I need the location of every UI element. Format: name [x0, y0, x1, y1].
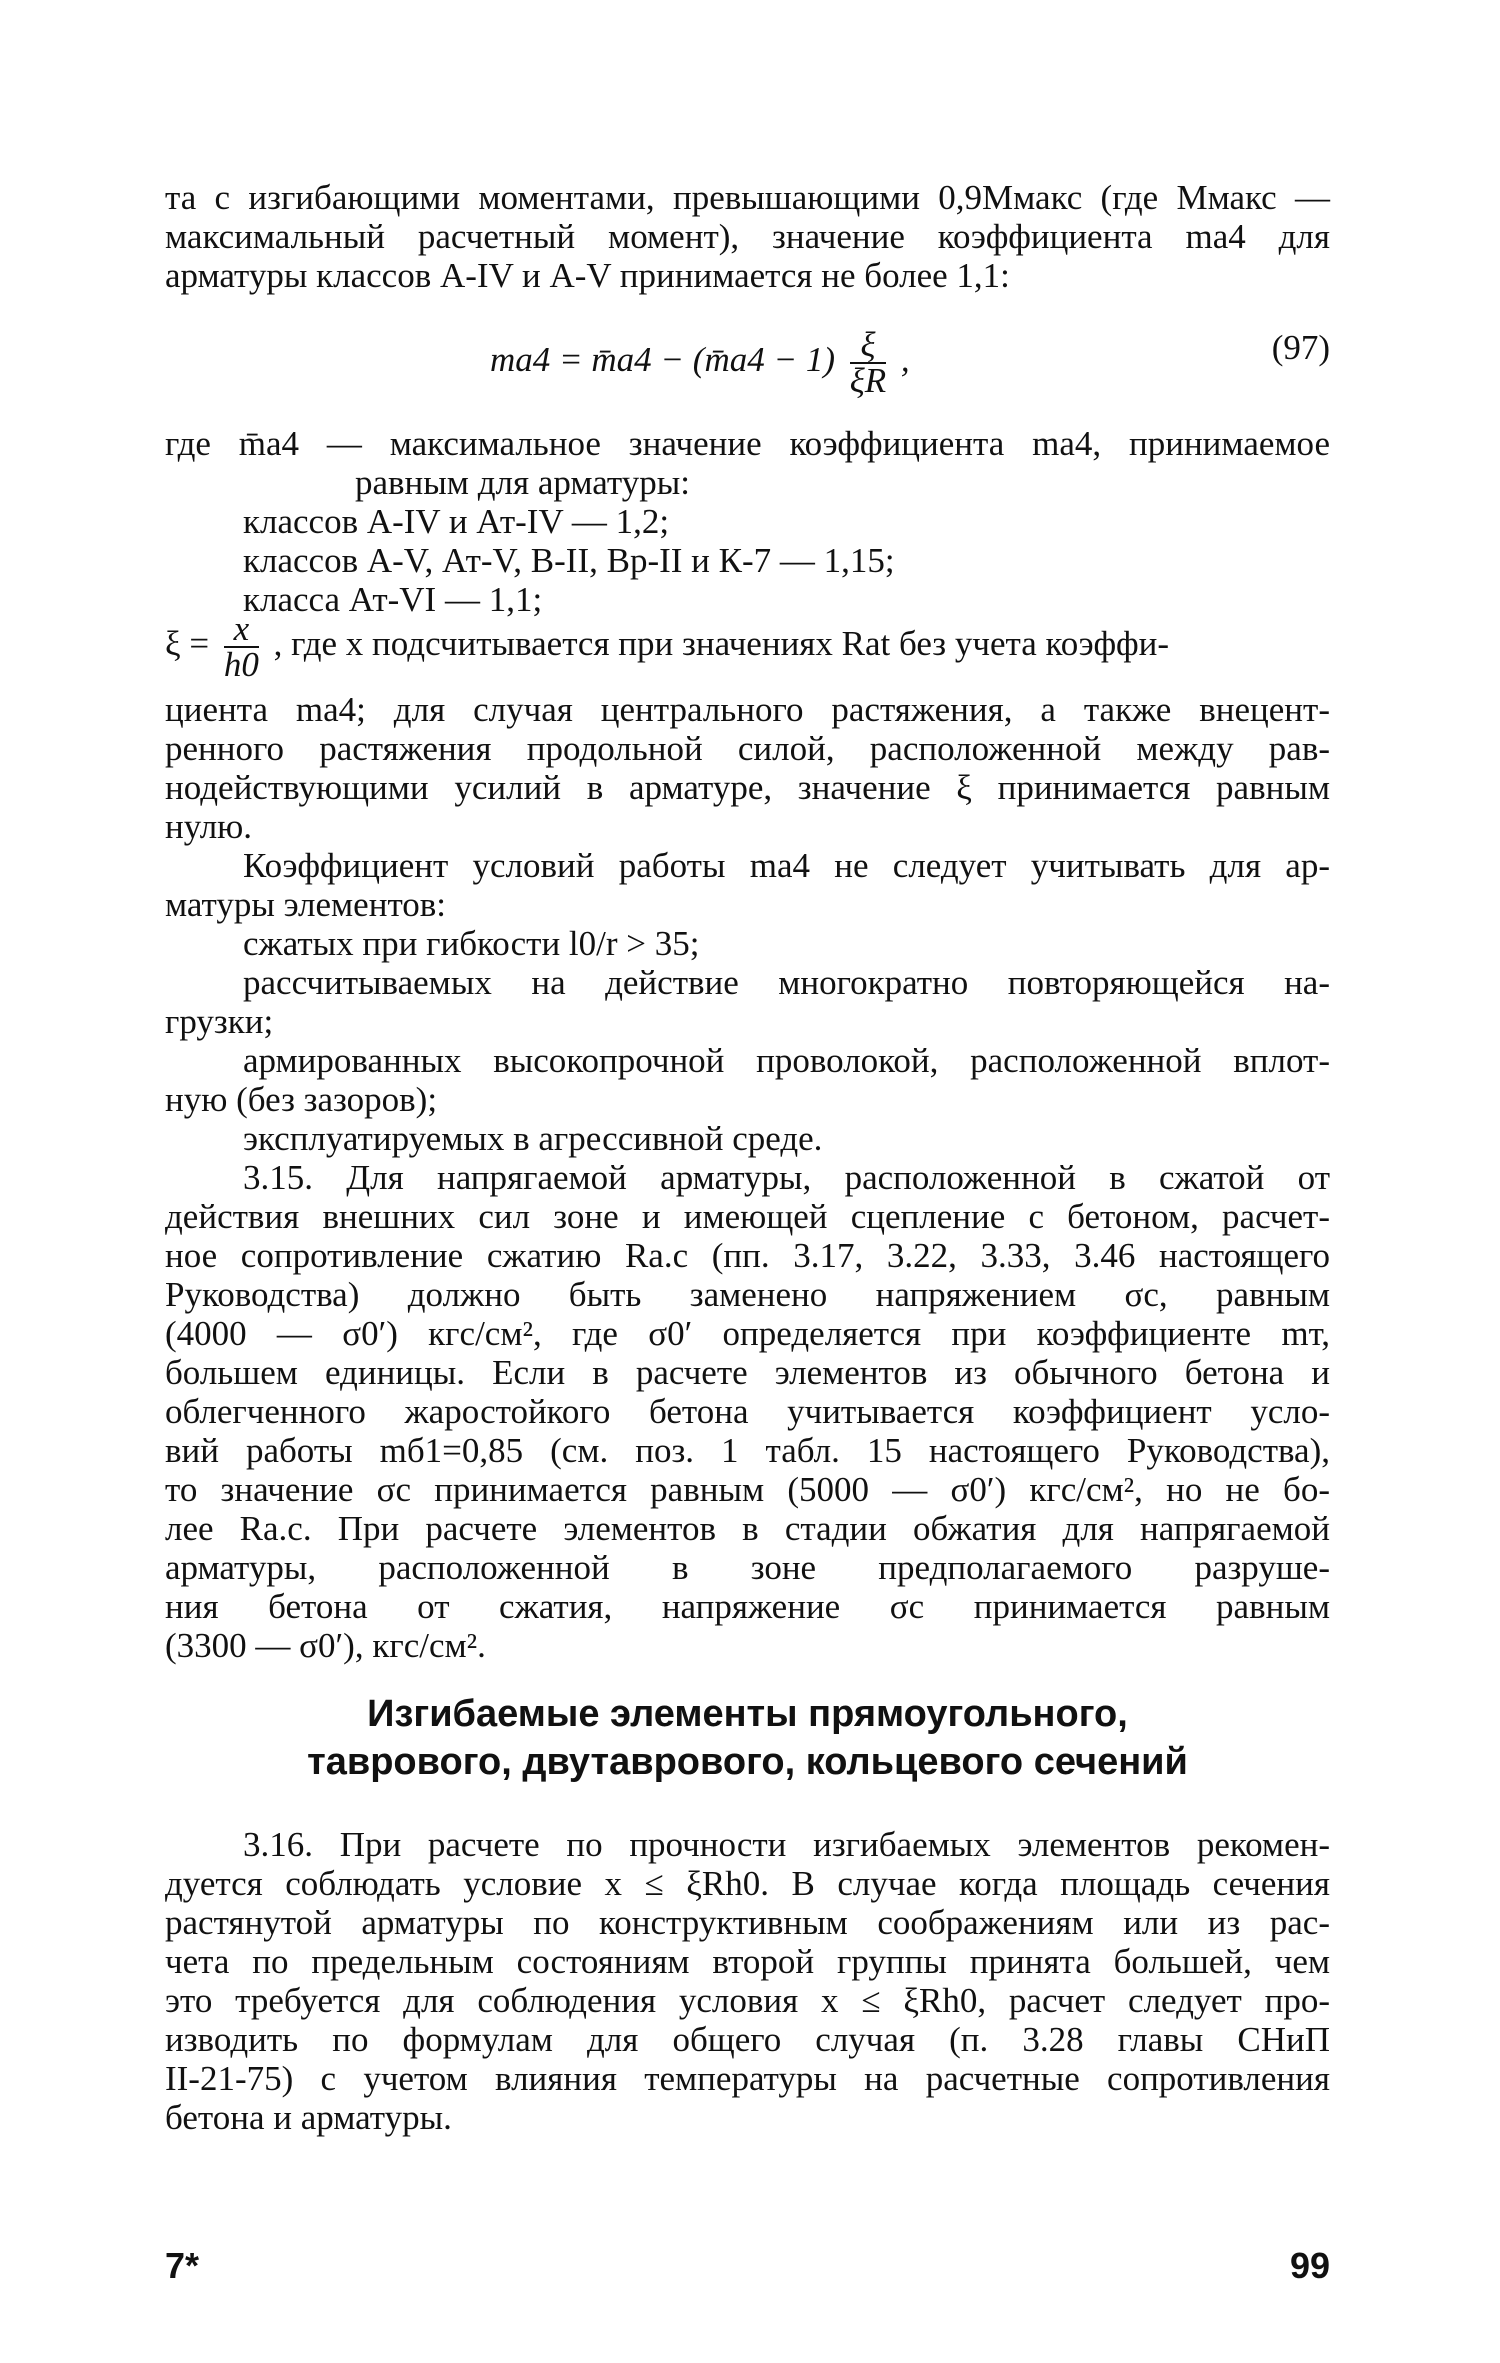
text-line: Руководства) должно быть заменено напряжением σс, равным: [165, 1275, 1330, 1314]
heading-line: таврового, двутаврового, кольцевого сечений: [307, 1741, 1188, 1783]
equation-number: (97): [1271, 328, 1330, 367]
text-line: циента mа4; для случая центрального растяжения, а также внецент-: [165, 690, 1330, 729]
text-line: грузки;: [165, 1002, 274, 1041]
text-line: матуры элементов:: [165, 885, 447, 924]
text-line: нодействующими усилий в арматуре, значение ξ принимается равным: [165, 768, 1330, 807]
xi-numerator: x: [224, 612, 259, 648]
text-line: рассчитываемых на действие многократно повторяющейся на-: [243, 963, 1330, 1002]
section-heading: [165, 1690, 1330, 1786]
text-line: класса Ат-VI — 1,1;: [243, 580, 543, 619]
text-line: классов А-V, Ат-V, В-II, Вр-II и К-7 — 1,15;: [243, 541, 895, 580]
text-line: II-21-75) с учетом влияния температуры на расчетные сопротивления: [165, 2059, 1330, 2098]
fraction-numerator: ξ: [850, 328, 886, 364]
text-line: большем единицы. Если в расчете элементов из обычного бетона и: [165, 1353, 1330, 1392]
text-line: максимальный расчетный момент), значение коэффициента mа4 для: [165, 217, 1330, 256]
intro-paragraph: [165, 178, 1330, 295]
text-line: нулю.: [165, 807, 253, 846]
fraction-denominator: ξR: [849, 361, 887, 400]
text-line: дуется соблюдать условие x ≤ ξRh0. В случае когда площадь сечения: [165, 1864, 1330, 1903]
text-line: изводить по формулам для общего случая (п. 3.28 главы СНиП: [165, 2020, 1330, 2059]
signature-mark: 7*: [165, 2245, 200, 2286]
text-line: 3.16. При расчете по прочности изгибаемых элементов рекомен-: [243, 1825, 1330, 1864]
text-line: вий работы mб1=0,85 (см. поз. 1 табл. 15 настоящего Руководства),: [165, 1431, 1330, 1470]
text-line: действия внешних сил зоне и имеющей сцепление с бетоном, расчет-: [165, 1197, 1330, 1236]
text-line: арматуры классов А-IV и А-V принимается не более 1,1:: [165, 256, 1010, 295]
text-line: армированных высокопрочной проволокой, расположенной вплот-: [243, 1041, 1330, 1080]
heading-line: Изгибаемые элементы прямоугольного,: [367, 1693, 1128, 1735]
text-line: то значение σс принимается равным (5000 — σ0′) кгс/см², но не бо-: [165, 1470, 1330, 1509]
xi-definition: [165, 604, 1330, 684]
text-line: 3.15. Для напрягаемой арматуры, расположенной в сжатой от: [243, 1158, 1330, 1197]
text-line: это требуется для соблюдения условия x ≤ ξRh0, расчет следует про-: [165, 1981, 1330, 2020]
text-line: арматуры, расположенной в зоне предполагаемого разруше-: [165, 1548, 1330, 1587]
text-line: эксплуатируемых в агрессивной среде.: [243, 1119, 823, 1158]
text-line: Коэффициент условий работы mа4 не следует учитывать для ар-: [243, 846, 1330, 885]
xi-prefix: ξ =: [165, 624, 210, 663]
text-line: лее Rа.с. При расчете элементов в стадии обжатия для напрягаемой: [165, 1509, 1330, 1548]
text-line: сжатых при гибкости l0/r > 35;: [243, 924, 700, 963]
text-line: ное сопротивление сжатию Rа.с (пп. 3.17, 3.22, 3.33, 3.46 настоящего: [165, 1236, 1330, 1275]
section-3-16: [165, 1825, 1330, 2137]
coefficient-paragraph: [165, 846, 1330, 1158]
text-line: (3300 — σ0′), кгс/см².: [165, 1626, 486, 1665]
text-line: ния бетона от сжатия, напряжение σс принимается равным: [165, 1587, 1330, 1626]
where-block: [165, 424, 1330, 619]
section-3-15: [165, 1158, 1330, 1665]
text-line: растянутой арматуры по конструктивным соображениям или из рас-: [165, 1903, 1330, 1942]
text-line: ную (без зазоров);: [165, 1080, 438, 1119]
formula-tail: ,: [900, 340, 910, 380]
formula-lhs: mа4 = m̄а4 − (m̄а4 − 1): [490, 340, 835, 380]
xi-denominator: h0: [223, 644, 259, 684]
text-line: та с изгибающими моментами, превышающими 0,9Mмакс (где Mмакс —: [165, 178, 1330, 217]
page-number: 99: [1290, 2245, 1331, 2286]
text-line: классов А-IV и Ат-IV — 1,2;: [243, 502, 670, 541]
formula-fraction: [849, 325, 887, 400]
text-line: где m̄а4 — максимальное значение коэффициента mа4, принимаемое: [165, 424, 1330, 463]
xi-fraction: [223, 608, 259, 684]
text-line: равным для арматуры:: [355, 463, 690, 502]
xi-rest: , где x подсчитывается при значениях Rat без учета коэффи-: [273, 624, 1170, 663]
text-line: (4000 — σ0′) кгс/см², где σ0′ определяется при коэффициенте mт,: [165, 1314, 1330, 1353]
xi-paragraph: [165, 690, 1330, 846]
text-line: бетона и арматуры.: [165, 2098, 452, 2137]
text-line: чета по предельным состояниям второй группы принята большей, чем: [165, 1942, 1330, 1981]
formula-97: [165, 310, 1330, 410]
formula-expression: [490, 325, 910, 400]
xi-definition-line: [165, 604, 1330, 684]
text-line: ренного растяжения продольной силой, расположенной между рав-: [165, 729, 1330, 768]
text-line: облегченного жаростойкого бетона учитывается коэффициент усло-: [165, 1392, 1330, 1431]
